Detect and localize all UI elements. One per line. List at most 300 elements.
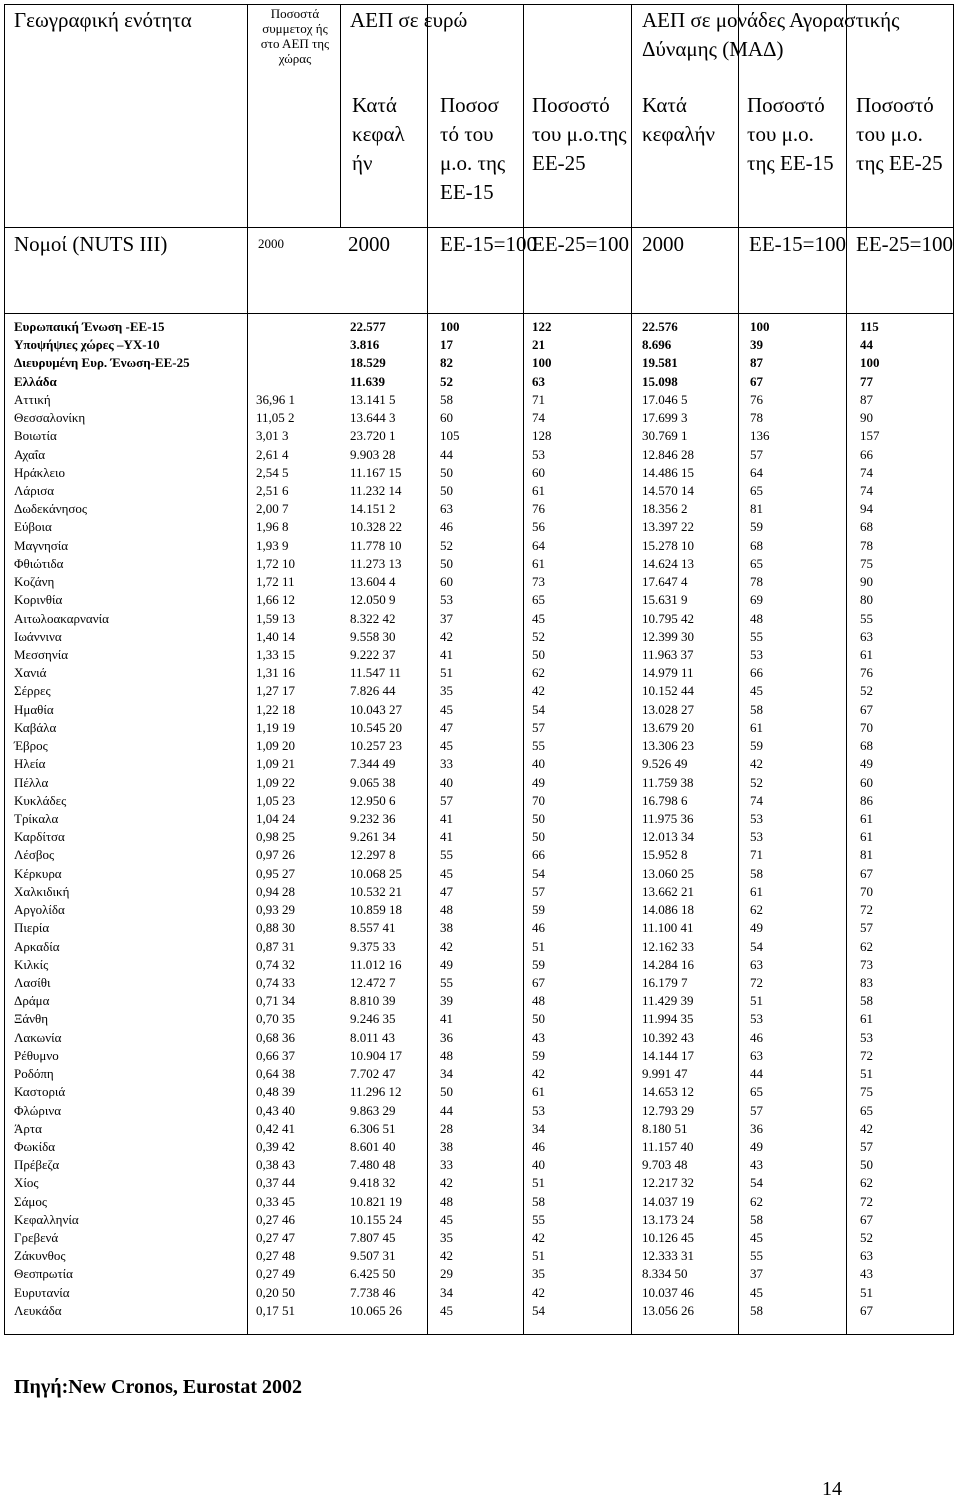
table-cell: 78 — [750, 574, 763, 590]
table-cell: 65 — [860, 1102, 873, 1118]
table-cell: 9.261 34 — [350, 829, 396, 845]
row-label: Φθιώτιδα — [14, 555, 64, 571]
table-cell: 9.703 48 — [642, 1157, 688, 1173]
table-cell: 8.696 — [642, 337, 672, 353]
header-pps-per-capita: Κατά κεφαλήν — [642, 93, 715, 146]
table-cell: 82 — [440, 355, 453, 371]
table-cell: 11.012 16 — [350, 956, 402, 972]
row-label: Κυκλάδες — [14, 792, 67, 808]
table-cell: 13.060 25 — [642, 865, 694, 881]
table-cell: 16.179 7 — [642, 974, 688, 990]
table-cell: 13.604 4 — [350, 574, 396, 590]
row-label: Ηράκλειο — [14, 464, 65, 480]
table-cell: 63 — [440, 501, 453, 517]
table-cell: 22.576 — [642, 319, 678, 334]
table-cell: 11.778 10 — [350, 537, 402, 553]
table-cell: 55 — [860, 610, 873, 626]
row-label: Βοιωτία — [14, 428, 57, 444]
table-cell: 18.356 2 — [642, 501, 688, 517]
table-cell: 17.647 4 — [642, 574, 688, 590]
table-cell: 8.557 41 — [350, 920, 396, 936]
table-cell: 12.472 7 — [350, 974, 396, 990]
table-cell: 15.952 8 — [642, 847, 688, 863]
table-cell: 54 — [532, 1302, 545, 1318]
table-cell: 122 — [532, 319, 552, 334]
row-label: Πρέβεζα — [14, 1157, 60, 1173]
table-cell: 51 — [860, 1284, 873, 1300]
table-cell: 45 — [532, 610, 545, 626]
table-cell: 60 — [532, 464, 545, 480]
table-cell: 62 — [532, 665, 545, 681]
table-cell: 1,09 20 — [256, 738, 295, 754]
table-cell: 17 — [440, 337, 453, 353]
table-cell: 14.151 2 — [350, 501, 396, 517]
table-cell: 12.846 28 — [642, 446, 694, 462]
row-label: Λασίθι — [14, 974, 51, 990]
table-cell: 14.570 14 — [642, 483, 694, 498]
table-cell: 50 — [532, 1011, 545, 1027]
table-cell: 11.994 35 — [642, 1011, 694, 1027]
table-cell: 10.037 46 — [642, 1284, 694, 1300]
header-per-capita: Κατά κεφαλ ήν — [352, 93, 405, 175]
table-cell: 13.679 20 — [642, 719, 694, 735]
table-cell: 61 — [860, 647, 873, 662]
table-cell: 8.011 43 — [350, 1029, 396, 1045]
table-cell: 58 — [440, 391, 453, 407]
table-cell: 60 — [440, 410, 453, 426]
table-cell: 8.334 50 — [642, 1266, 688, 1282]
table-cell: 0,95 27 — [256, 865, 295, 881]
table-cell: 61 — [860, 1011, 873, 1027]
table-cell: 49 — [860, 756, 873, 772]
table-cell: 54 — [750, 938, 763, 954]
table-cell: 60 — [860, 774, 873, 790]
table-cell: 42 — [532, 1230, 545, 1245]
table-cell: 55 — [532, 738, 545, 754]
row-label: Καρδίτσα — [14, 829, 65, 845]
table-cell: 71 — [750, 847, 763, 863]
table-cell: 9.222 37 — [350, 647, 396, 662]
table-cell: 14.653 12 — [642, 1084, 694, 1100]
table-cell: 11,05 2 — [256, 410, 295, 426]
table-cell: 7.738 46 — [350, 1284, 396, 1300]
header-base-eu15: ΕΕ-15=100 — [440, 232, 537, 256]
table-cell: 12.162 33 — [642, 938, 694, 954]
table-cell: 59 — [532, 902, 545, 917]
header-pps-pct-eu15: Ποσοστό του μ.ο. της ΕΕ-15 — [747, 93, 834, 175]
table-cell: 10.532 21 — [350, 883, 402, 899]
table-cell: 74 — [532, 410, 545, 426]
table-cell: 34 — [532, 1120, 545, 1136]
table-cell: 78 — [860, 537, 873, 553]
table-cell: 62 — [860, 1175, 873, 1191]
table-cell: 100 — [750, 319, 770, 334]
table-cell: 38 — [440, 1138, 453, 1154]
table-cell: 0,43 40 — [256, 1102, 295, 1118]
table-cell: 10.068 25 — [350, 865, 402, 881]
table-cell: 48 — [440, 1047, 453, 1063]
table-cell: 48 — [440, 902, 453, 917]
table-cell: 53 — [750, 1011, 763, 1027]
table-cell: 57 — [532, 883, 545, 899]
table-cell: 9.863 29 — [350, 1102, 396, 1118]
table-cell: 68 — [860, 519, 873, 535]
table-cell: 42 — [860, 1120, 873, 1136]
table-cell: 44 — [750, 1066, 763, 1081]
table-cell: 90 — [860, 410, 873, 426]
table-cell: 54 — [532, 701, 545, 717]
header-rule — [4, 227, 954, 228]
table-cell: 48 — [532, 993, 545, 1009]
table-cell: 0,37 44 — [256, 1175, 295, 1191]
table-cell: 14.037 19 — [642, 1193, 694, 1209]
table-cell: 10.126 45 — [642, 1230, 694, 1245]
header-pps-base-eu25: ΕΕ-25=100 — [856, 232, 953, 256]
table-cell: 59 — [532, 956, 545, 972]
table-cell: 80 — [860, 592, 873, 608]
table-cell: 11.759 38 — [642, 774, 694, 790]
table-cell: 53 — [532, 1102, 545, 1118]
table-cell: 1,19 19 — [256, 719, 295, 735]
table-cell: 52 — [860, 683, 873, 699]
table-cell: 13.028 27 — [642, 701, 694, 717]
table-cell: 42 — [440, 1248, 453, 1264]
table-cell: 0,97 26 — [256, 847, 295, 863]
table-cell: 14.284 16 — [642, 956, 694, 972]
row-label: Καστοριά — [14, 1084, 66, 1100]
table-cell: 9.375 33 — [350, 938, 396, 954]
table-cell: 1,96 8 — [256, 519, 289, 535]
row-label: Υποψήψιες χώρες –ΥΧ-10 — [14, 337, 160, 353]
table-cell: 15.631 9 — [642, 592, 688, 608]
table-cell: 90 — [860, 574, 873, 590]
table-cell: 7.826 44 — [350, 683, 396, 699]
table-cell: 42 — [532, 1066, 545, 1081]
table-cell: 78 — [750, 410, 763, 426]
table-cell: 40 — [532, 1157, 545, 1173]
table-cell: 0,74 33 — [256, 974, 295, 990]
table-cell: 40 — [440, 774, 453, 790]
table-cell: 61 — [860, 810, 873, 826]
table-cell: 57 — [750, 1102, 763, 1118]
table-cell: 38 — [440, 920, 453, 936]
table-cell: 51 — [440, 665, 453, 681]
table-cell: 0,27 46 — [256, 1211, 295, 1227]
table-cell: 9.526 49 — [642, 756, 688, 772]
table-cell: 0,88 30 — [256, 920, 295, 936]
table-cell: 94 — [860, 501, 873, 517]
table-cell: 1,33 15 — [256, 647, 295, 662]
table-cell: 54 — [750, 1175, 763, 1191]
header-pps-pct-eu25: Ποσοστό του μ.ο. της ΕΕ-25 — [856, 93, 943, 175]
table-cell: 10.328 22 — [350, 519, 402, 535]
row-label: Τρίκαλα — [14, 810, 59, 826]
table-cell: 45 — [440, 701, 453, 717]
table-cell: 70 — [860, 719, 873, 735]
table-cell: 59 — [750, 738, 763, 754]
table-cell: 83 — [860, 974, 873, 990]
table-cell: 58 — [750, 865, 763, 881]
table-cell: 2,61 4 — [256, 446, 289, 462]
table-cell: 49 — [532, 774, 545, 790]
table-cell: 3,01 3 — [256, 428, 289, 444]
table-cell: 0,87 31 — [256, 938, 295, 954]
table-cell: 10.859 18 — [350, 902, 402, 917]
table-cell: 41 — [440, 1011, 453, 1027]
table-cell: 11.167 15 — [350, 464, 402, 480]
table-cell: 63 — [750, 1047, 763, 1063]
table-cell: 81 — [750, 501, 763, 517]
row-label: Γρεβενά — [14, 1230, 59, 1245]
header-base-eu25: ΕΕ-25=100 — [532, 232, 629, 256]
header-gdp-euro: ΑΕΠ σε ευρώ — [350, 8, 468, 32]
row-label: Χανιά — [14, 665, 47, 681]
table-cell: 73 — [532, 574, 545, 590]
table-cell: 44 — [440, 1102, 453, 1118]
row-label: Σάμος — [14, 1193, 47, 1209]
page-number: 14 — [822, 1478, 842, 1500]
table-cell: 53 — [440, 592, 453, 608]
table-cell: 51 — [532, 1248, 545, 1264]
table-cell: 14.086 18 — [642, 902, 694, 917]
table-cell: 12.793 29 — [642, 1102, 694, 1118]
table-cell: 10.152 44 — [642, 683, 694, 699]
table-cell: 6.425 50 — [350, 1266, 396, 1282]
table-cell: 2,00 7 — [256, 501, 289, 517]
row-label: Αιτωλοακαρνανία — [14, 610, 109, 626]
row-label: Λευκάδα — [14, 1302, 62, 1318]
table-cell: 46 — [532, 1138, 545, 1154]
header-rule — [4, 313, 954, 314]
table-cell: 13.662 21 — [642, 883, 694, 899]
table-cell: 76 — [532, 501, 545, 517]
table-cell: 52 — [440, 373, 453, 389]
table-cell: 21 — [532, 337, 545, 353]
table-cell: 62 — [750, 902, 763, 917]
row-label: Πιερία — [14, 920, 50, 936]
table-cell: 72 — [860, 1193, 873, 1209]
table-cell: 55 — [750, 1248, 763, 1264]
table-cell: 50 — [532, 810, 545, 826]
table-cell: 58 — [532, 1193, 545, 1209]
table-cell: 49 — [440, 956, 453, 972]
row-label: Εύβοια — [14, 519, 52, 535]
table-cell: 10.043 27 — [350, 701, 402, 717]
table-cell: 46 — [750, 1029, 763, 1045]
row-label: Λέσβος — [14, 847, 55, 863]
source-note: Πηγή:New Cronos, Eurostat 2002 — [14, 1376, 302, 1398]
row-label: Δωδεκάνησος — [14, 501, 88, 517]
table-cell: 0,27 48 — [256, 1248, 295, 1264]
table-cell: 49 — [750, 1138, 763, 1154]
table-cell: 3.816 — [350, 337, 380, 353]
table-cell: 65 — [750, 483, 763, 498]
table-cell: 47 — [440, 883, 453, 899]
table-cell: 65 — [750, 1084, 763, 1100]
table-cell: 17.699 3 — [642, 410, 688, 426]
table-cell: 12.297 8 — [350, 847, 396, 863]
table-cell: 55 — [532, 1211, 545, 1227]
table-cell: 50 — [440, 1084, 453, 1100]
table-cell: 16.798 6 — [642, 792, 688, 808]
table-cell: 13.141 5 — [350, 391, 396, 407]
table-cell: 66 — [860, 446, 873, 462]
table-cell: 13.056 26 — [642, 1302, 694, 1318]
table-cell: 0,93 29 — [256, 902, 295, 917]
table-cell: 61 — [532, 555, 545, 571]
table-cell: 30.769 1 — [642, 428, 688, 444]
table-cell: 0,17 51 — [256, 1302, 295, 1318]
table-cell: 64 — [532, 537, 545, 553]
table-cell: 77 — [860, 373, 873, 389]
row-label: Αρκαδία — [14, 938, 60, 954]
table-cell: 63 — [750, 956, 763, 972]
table-cell: 42 — [440, 1175, 453, 1191]
table-cell: 9.991 47 — [642, 1066, 688, 1081]
row-label: Ξάνθη — [14, 1011, 49, 1027]
table-cell: 65 — [532, 592, 545, 608]
table-cell: 1,40 14 — [256, 628, 295, 644]
table-cell: 45 — [440, 865, 453, 881]
table-cell: 45 — [440, 1302, 453, 1318]
table-cell: 1,66 12 — [256, 592, 295, 608]
table-cell: 61 — [532, 483, 545, 498]
table-cell: 29 — [440, 1266, 453, 1282]
table-cell: 44 — [860, 337, 873, 353]
table-cell: 18.529 — [350, 355, 386, 371]
table-cell: 65 — [750, 555, 763, 571]
table-cell: 17.046 5 — [642, 391, 688, 407]
row-label: Αττική — [14, 391, 51, 407]
table-cell: 11.232 14 — [350, 483, 402, 498]
table-cell: 63 — [532, 373, 545, 389]
table-cell: 0,38 43 — [256, 1157, 295, 1173]
table-cell: 50 — [532, 829, 545, 845]
table-cell: 0,27 47 — [256, 1230, 295, 1245]
table-cell: 11.975 36 — [642, 810, 694, 826]
table-cell: 33 — [440, 756, 453, 772]
table-cell: 67 — [860, 701, 873, 717]
table-cell: 1,05 23 — [256, 792, 295, 808]
table-cell: 128 — [532, 428, 552, 444]
table-cell: 0,94 28 — [256, 883, 295, 899]
table-cell: 14.144 17 — [642, 1047, 694, 1063]
row-label: Κέρκυρα — [14, 865, 62, 881]
table-cell: 0,64 38 — [256, 1066, 295, 1081]
row-label: Ιωάννινα — [14, 628, 62, 644]
table-cell: 72 — [860, 1047, 873, 1063]
table-cell: 45 — [440, 738, 453, 754]
table-cell: 36 — [750, 1120, 763, 1136]
table-cell: 50 — [440, 464, 453, 480]
table-cell: 42 — [440, 628, 453, 644]
table-cell: 61 — [860, 829, 873, 845]
table-cell: 57 — [860, 1138, 873, 1154]
table-cell: 11.273 13 — [350, 555, 402, 571]
row-label: Κοζάνη — [14, 574, 55, 590]
table-cell: 1,59 13 — [256, 610, 295, 626]
row-label: Ροδόπη — [14, 1066, 54, 1081]
row-label: Φωκίδα — [14, 1138, 56, 1154]
table-cell: 52 — [440, 537, 453, 553]
table-cell: 64 — [750, 464, 763, 480]
table-cell: 50 — [860, 1157, 873, 1173]
table-cell: 12.950 6 — [350, 792, 396, 808]
header-nuts: Νομοί (NUTS III) — [14, 232, 168, 256]
table-cell: 48 — [440, 1193, 453, 1209]
row-label: Λακωνία — [14, 1029, 62, 1045]
table-cell: 37 — [750, 1266, 763, 1282]
table-cell: 60 — [440, 574, 453, 590]
table-cell: 58 — [860, 993, 873, 1009]
table-cell: 1,93 9 — [256, 537, 289, 553]
row-label: Σέρρες — [14, 683, 51, 699]
table-cell: 53 — [750, 829, 763, 845]
table-cell: 53 — [750, 647, 763, 662]
table-cell: 35 — [440, 683, 453, 699]
table-cell: 86 — [860, 792, 873, 808]
column-divider — [738, 4, 739, 1335]
table-cell: 1,09 22 — [256, 774, 295, 790]
table-cell: 51 — [532, 938, 545, 954]
table-cell: 10.904 17 — [350, 1047, 402, 1063]
table-cell: 9.558 30 — [350, 628, 396, 644]
table-cell: 71 — [532, 391, 545, 407]
table-cell: 62 — [750, 1193, 763, 1209]
table-cell: 62 — [860, 938, 873, 954]
table-cell: 66 — [750, 665, 763, 681]
table-cell: 157 — [860, 428, 880, 444]
row-label: Ηλεία — [14, 756, 46, 772]
table-cell: 70 — [860, 883, 873, 899]
table-cell: 76 — [860, 665, 873, 681]
table-cell: 22.577 — [350, 319, 386, 334]
column-divider — [846, 4, 847, 1335]
header-pct-eu15: Ποσοσ τό του μ.ο. της ΕΕ-15 — [440, 93, 506, 204]
table-cell: 52 — [860, 1230, 873, 1245]
table-cell: 53 — [750, 810, 763, 826]
table-cell: 51 — [532, 1175, 545, 1191]
row-label: Μεσσηνία — [14, 647, 69, 662]
row-label: Λάρισα — [14, 483, 55, 498]
table-cell: 57 — [440, 792, 453, 808]
table-cell: 55 — [440, 974, 453, 990]
table-cell: 0,20 50 — [256, 1284, 295, 1300]
column-divider — [631, 4, 632, 1335]
table-cell: 61 — [750, 883, 763, 899]
table-cell: 7.807 45 — [350, 1230, 396, 1245]
table-cell: 33 — [440, 1157, 453, 1173]
table-cell: 2,54 5 — [256, 464, 289, 480]
table-cell: 13.397 22 — [642, 519, 694, 535]
row-label: Θεσπρωτία — [14, 1266, 73, 1282]
table-cell: 14.979 11 — [642, 665, 694, 681]
row-label: Ρέθυμνο — [14, 1047, 59, 1063]
table-cell: 42 — [750, 756, 763, 772]
table-cell: 9.232 36 — [350, 810, 396, 826]
table-cell: 34 — [440, 1284, 453, 1300]
row-label: Δράμα — [14, 993, 50, 1009]
header-geo-region: Γεωγραφική ενότητα — [14, 8, 192, 32]
table-cell: 10.065 26 — [350, 1302, 402, 1318]
table-cell: 45 — [750, 1284, 763, 1300]
table-cell: 52 — [750, 774, 763, 790]
table-cell: 53 — [860, 1029, 873, 1045]
table-cell: 41 — [440, 829, 453, 845]
table-cell: 43 — [750, 1157, 763, 1173]
table-cell: 0,42 41 — [256, 1120, 295, 1136]
table-cell: 105 — [440, 428, 460, 444]
